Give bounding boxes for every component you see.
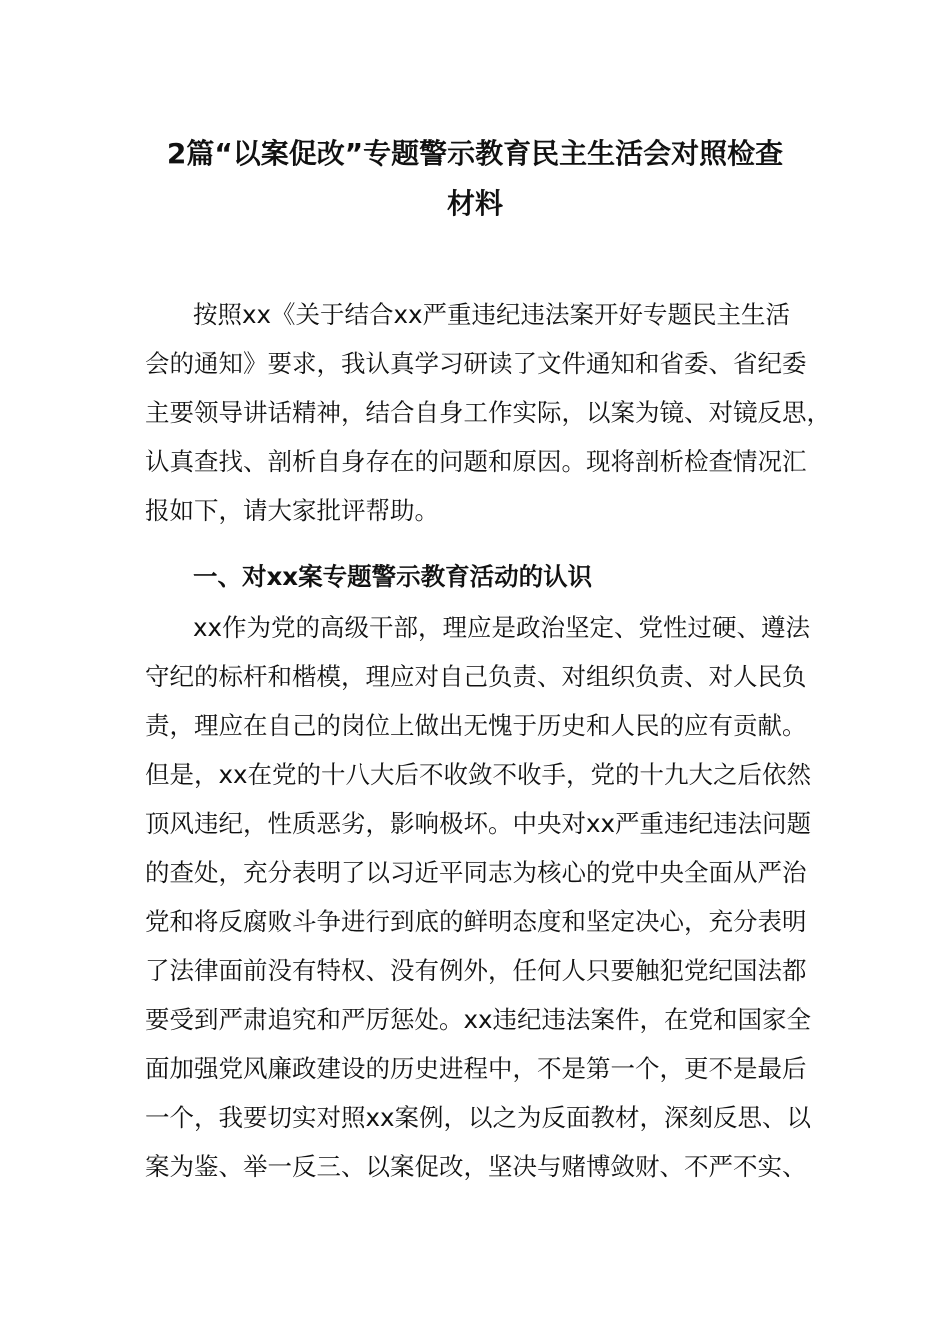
- document-title-line-2: 材料: [446, 187, 503, 220]
- paragraph-1-line-5: 报如下，请大家批评帮助。: [145, 496, 439, 525]
- paragraph-2-line-1: xx作为党的高级干部，理应是政治坚定、党性过硬、遵法: [193, 613, 810, 642]
- paragraph-2-line-3: 责，理应在自己的岗位上做出无愧于历史和人民的应有贡献。: [145, 711, 807, 740]
- paragraph-1-line-3: 主要领导讲话精神，结合自身工作实际，以案为镜、对镜反思，: [145, 398, 831, 427]
- paragraph-2-line-2: 守纪的标杆和楷模，理应对自己负责、对组织负责、对人民负: [145, 662, 807, 691]
- document-title-line-1: 2篇“以案促改”专题警示教育民主生活会对照检查: [166, 137, 784, 170]
- paragraph-2-line-12: 案为鉴、举一反三、以案促改，坚决与赌博敛财、不严不实、: [145, 1152, 807, 1181]
- paragraph-1-line-2: 会的通知》要求，我认真学习研读了文件通知和省委、省纪委: [145, 349, 807, 378]
- paragraph-2-line-7: 党和将反腐败斗争进行到底的鲜明态度和坚定决心，充分表明: [145, 907, 807, 936]
- section-1-heading: 一、对xx案专题警示教育活动的认识: [193, 562, 593, 591]
- paragraph-1-line-1: 按照xx《关于结合xx严重违纪违法案开好专题民主生活: [193, 300, 790, 329]
- paragraph-2-line-6: 的查处，充分表明了以习近平同志为核心的党中央全面从严治: [145, 858, 807, 887]
- paragraph-2-line-8: 了法律面前没有特权、没有例外，任何人只要触犯党纪国法都: [145, 956, 807, 985]
- paragraph-2-line-11: 一个，我要切实对照xx案例，以之为反面教材，深刻反思、以: [145, 1103, 811, 1132]
- paragraph-2-line-5: 顶风违纪，性质恶劣，影响极坏。中央对xx严重违纪违法问题: [145, 809, 811, 838]
- paragraph-2-line-9: 要受到严肃追究和严厉惩处。xx违纪违法案件，在党和国家全: [145, 1005, 811, 1034]
- paragraph-1-line-4: 认真查找、剖析自身存在的问题和原因。现将剖析检查情况汇: [145, 447, 807, 476]
- paragraph-2-line-10: 面加强党风廉政建设的历史进程中，不是第一个，更不是最后: [145, 1054, 807, 1083]
- paragraph-2-line-4: 但是，xx在党的十八大后不收敛不收手，党的十九大之后依然: [145, 760, 811, 789]
